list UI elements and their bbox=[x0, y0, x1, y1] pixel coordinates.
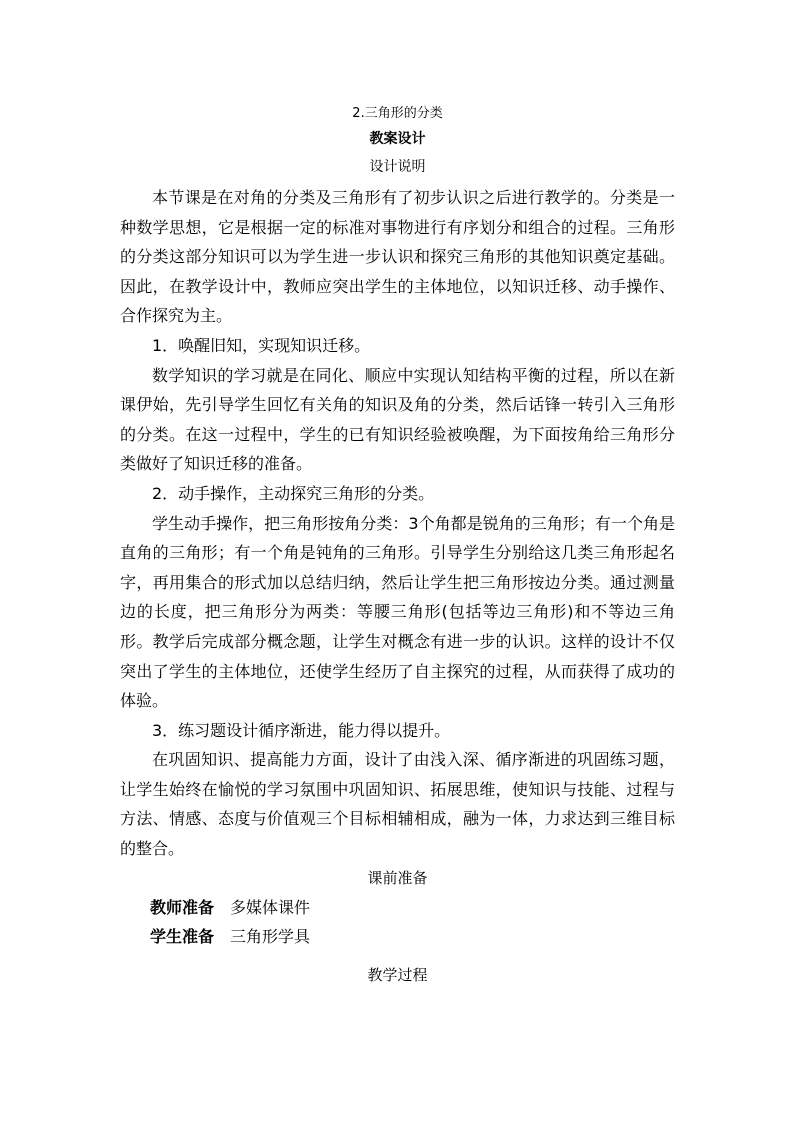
point3-heading: 3．练习题设计循序渐进，能力得以提升。 bbox=[152, 720, 451, 740]
student-prep-line bbox=[120, 922, 675, 952]
point1-heading: 1．唤醒旧知，实现知识迁移。 bbox=[152, 335, 371, 355]
design-intro-paragraph: 本节课是在对角的分类及三角形有了初步认识之后进行教学的。分类是一种数学思想，它是根据一定的标准对事物进行有序划分和组合的过程。三角形的分类这部分知识可以为学生进一步认识和探究三角形的其他知识奠定基础。因此，在教学设计中，教师应突出学生的主体地位，以知识迁移、动手操作、合作探究为主。 bbox=[120, 188, 675, 326]
doc-title: 教案设计 bbox=[369, 131, 426, 147]
student-prep-value: 三角形学具 bbox=[230, 927, 311, 947]
point2-paragraph: 学生动手操作，把三角形按角分类：3个角都是锐角的三角形；有一个角是直角的三角形；有一个角是钝角的三角形。引导学生分别给这几类三角形起名字，再用集合的形式加以总结归纳，然后让学生把三角形按边分类。通过测量边的长度，把三角形分为两类：等腰三角形(包括等边三角形)和不等边三角形。教学后完成部分概念题，让学生对概念有进一步的认识。这样的设计不仅突出了学生的主体地位，还使学生经历了自主探究的过程，从而获得了成功的体验。 bbox=[120, 513, 675, 711]
lesson-title: 2.三角形的分类 bbox=[352, 106, 443, 121]
teacher-prep-label: 教师准备 bbox=[150, 897, 215, 917]
section-heading-design: 设计说明 bbox=[369, 159, 426, 175]
teacher-prep-value: 多媒体课件 bbox=[230, 897, 311, 917]
document-content bbox=[120, 103, 675, 990]
student-prep-label: 学生准备 bbox=[150, 927, 215, 947]
point2-heading: 2．动手操作，主动探究三角形的分类。 bbox=[152, 483, 435, 503]
section-heading-prep: 课前准备 bbox=[367, 868, 428, 887]
point1-paragraph: 数学知识的学习就是在同化、顺应中实现认知结构平衡的过程，所以在新课伊始，先引导学生回忆有关角的知识及角的分类，然后话锋一转引入三角形的分类。在这一过程中，学生的已有知识经验被唤醒，为下面按角给三角形分类做好了知识迁移的准备。 bbox=[120, 365, 675, 474]
teacher-prep-line bbox=[120, 893, 675, 923]
section-heading-process: 教学过程 bbox=[367, 965, 428, 984]
point3-paragraph: 在巩固知识、提高能力方面，设计了由浅入深、循序渐进的巩固练习题，让学生始终在愉悦的学习氛围中巩固知识、拓展思维，使知识与技能、过程与方法、情感、态度与价值观三个目标相辅相成，融为一体，力求达到三维目标的整合。 bbox=[120, 750, 675, 859]
